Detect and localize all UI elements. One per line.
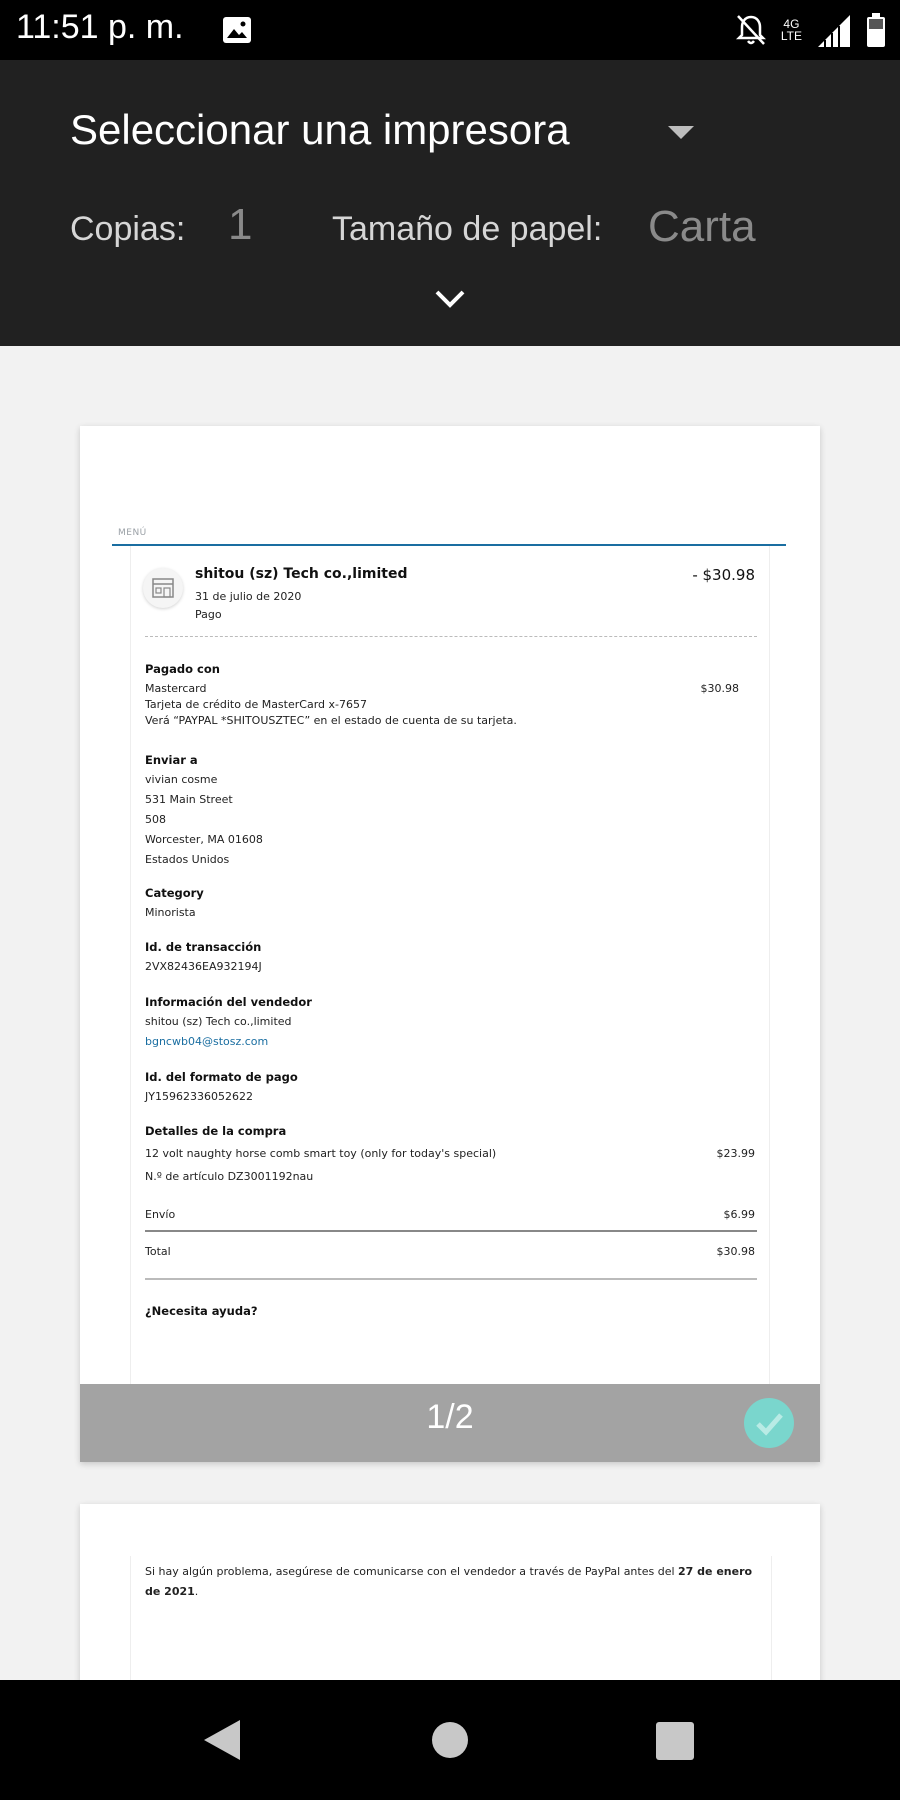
total-amount: $30.98 bbox=[716, 1245, 755, 1258]
help-text-start: Si hay algún problema, asegúrese de comunicarse con el vendedor a través de PayPal antes del bbox=[145, 1565, 679, 1578]
signal-icon bbox=[816, 13, 852, 47]
ship-to-line: Estados Unidos bbox=[145, 853, 230, 866]
image-icon bbox=[222, 16, 252, 44]
transaction-id-title: Id. de transacción bbox=[145, 940, 262, 954]
paper-size-label: Tamaño de papel: bbox=[332, 210, 603, 248]
category-value: Minorista bbox=[145, 906, 196, 919]
purchase-item-amount: $23.99 bbox=[716, 1147, 755, 1160]
help-text bbox=[145, 1562, 755, 1602]
copies-input[interactable]: 1 bbox=[228, 200, 253, 249]
check-icon[interactable] bbox=[744, 1398, 794, 1448]
network-type bbox=[781, 18, 802, 42]
page-footer bbox=[80, 1384, 820, 1462]
receipt bbox=[130, 546, 770, 1446]
payment-form-title: Id. del formato de pago bbox=[145, 1070, 298, 1084]
paper-size-select[interactable]: Carta bbox=[648, 202, 756, 251]
card-info: Tarjeta de crédito de MasterCard x-7657 bbox=[145, 698, 367, 711]
merchant-name: shitou (sz) Tech co.,limited bbox=[195, 566, 408, 582]
page-preview-1[interactable] bbox=[80, 426, 820, 1462]
status-time: 11:51 p. m. bbox=[16, 8, 184, 46]
purchase-item: 12 volt naughty horse comb smart toy (only for today's special) bbox=[145, 1147, 497, 1160]
copies-label: Copias: bbox=[70, 210, 186, 248]
back-icon[interactable] bbox=[204, 1720, 240, 1760]
total-label: Total bbox=[145, 1245, 171, 1258]
help-title: ¿Necesita ayuda? bbox=[145, 1304, 258, 1318]
shipping-amount: $6.99 bbox=[723, 1208, 755, 1221]
seller-info-title: Información del vendedor bbox=[145, 995, 312, 1009]
payment-method: Mastercard bbox=[145, 682, 207, 695]
store-icon bbox=[143, 568, 183, 608]
transaction-type: Pago bbox=[195, 608, 222, 621]
status-bar bbox=[0, 0, 900, 60]
seller-email-link[interactable]: bgncwb04@stosz.com bbox=[145, 1035, 269, 1048]
chevron-down-icon[interactable] bbox=[434, 288, 466, 310]
ship-to-title: Enviar a bbox=[145, 753, 198, 767]
transaction-id-value: 2VX82436EA932194J bbox=[145, 960, 262, 973]
help-text-end: . bbox=[194, 1585, 199, 1598]
category-title: Category bbox=[145, 886, 204, 900]
help-text-date: 27 de enero de 2021 bbox=[145, 1565, 753, 1598]
doc-menu-label: MENÚ bbox=[118, 528, 147, 538]
paid-with-title: Pagado con bbox=[145, 662, 220, 676]
network-type-top: 4G bbox=[783, 17, 800, 31]
statement-note: Verá “PAYPAL *SHITOUSZTEC” en el estado de cuenta de su tarjeta. bbox=[145, 714, 517, 727]
total-divider bbox=[145, 1230, 757, 1232]
transaction-amount: - $30.98 bbox=[692, 566, 755, 584]
home-icon[interactable] bbox=[432, 1722, 468, 1758]
transaction-date: 31 de julio de 2020 bbox=[195, 590, 302, 603]
ship-to-line: Worcester, MA 01608 bbox=[145, 833, 263, 846]
recent-apps-icon[interactable] bbox=[656, 1722, 694, 1760]
bottom-divider bbox=[145, 1278, 757, 1280]
battery-icon bbox=[866, 13, 886, 47]
print-options-header bbox=[0, 60, 900, 346]
bell-off-icon bbox=[735, 13, 767, 47]
network-type-bottom: LTE bbox=[780, 29, 802, 43]
page-number: 1/2 bbox=[426, 1398, 474, 1436]
printer-select[interactable]: Seleccionar una impresora bbox=[70, 106, 570, 153]
shipping-label: Envío bbox=[145, 1208, 176, 1221]
payment-amount: $30.98 bbox=[700, 682, 739, 695]
dashed-divider bbox=[145, 636, 757, 637]
item-number: N.º de artículo DZ3001192nau bbox=[145, 1170, 314, 1183]
status-icons bbox=[735, 10, 886, 50]
ship-to-line: vivian cosme bbox=[145, 773, 218, 786]
navigation-bar bbox=[0, 1680, 900, 1800]
ship-to-line: 508 bbox=[145, 813, 166, 826]
seller-name: shitou (sz) Tech co.,limited bbox=[145, 1015, 292, 1028]
payment-form-value: JY15962336052622 bbox=[145, 1090, 253, 1103]
dropdown-arrow-icon[interactable] bbox=[668, 126, 694, 139]
ship-to-line: 531 Main Street bbox=[145, 793, 233, 806]
purchase-details-title: Detalles de la compra bbox=[145, 1124, 287, 1138]
